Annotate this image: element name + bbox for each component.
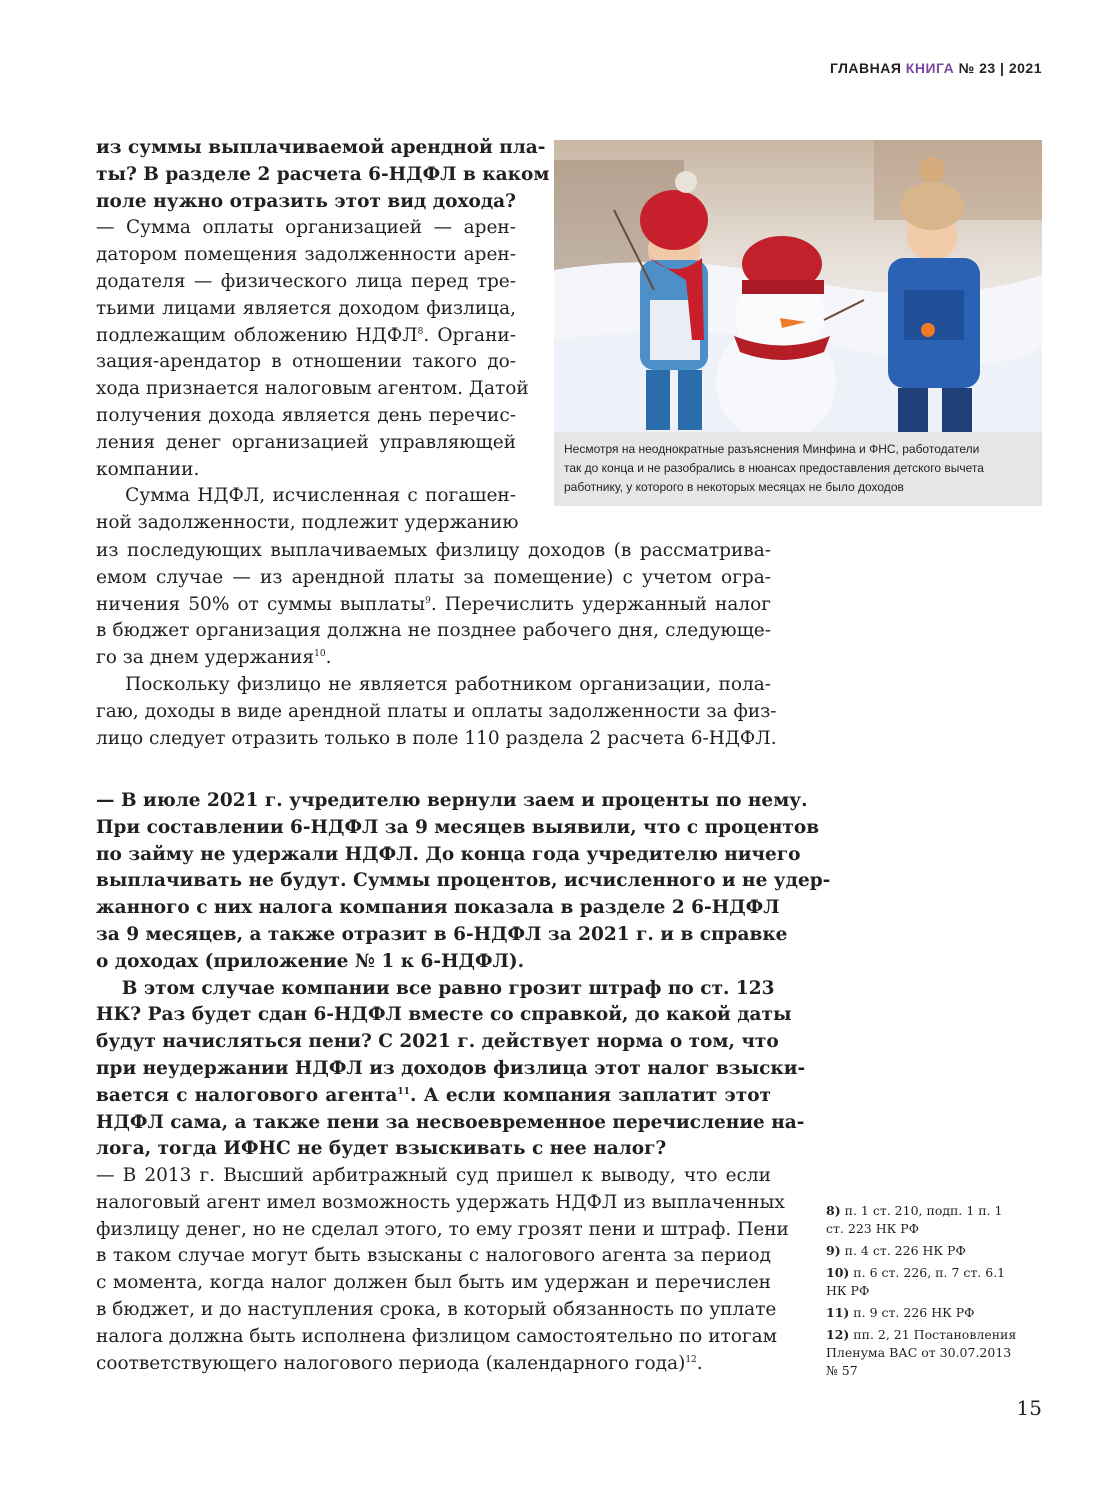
footnote-number: 11) (826, 1305, 850, 1320)
text-line: В этом случае компании все равно грозит штраф по ст. 123 (96, 977, 775, 999)
header-magazine-prefix: ГЛАВНАЯ (829, 60, 902, 76)
text-line: в бюджет организация должна не позднее рабочего дня, следующе- (96, 620, 771, 642)
text-line: датором помещения задолженности арен- (96, 244, 516, 266)
page-number: 15 (1016, 1396, 1042, 1420)
footnote-number: 9) (826, 1243, 841, 1258)
text-line: зация-арендатор в отношении такого до- (96, 351, 516, 373)
text-line: в бюджет, и до наступления срока, в который обязанность по уплате (96, 1298, 777, 1320)
text-line: подлежащим обложению НДФЛ$^8$. Органи- (96, 324, 516, 346)
footnote-text: пп. 2, 21 Постановления (853, 1327, 1017, 1342)
text-line: При составлении 6-НДФЛ за 9 месяцев выявили, что с процентов (96, 816, 820, 838)
footnote (826, 1242, 1026, 1260)
footnote-text: ст. 223 НК РФ (826, 1221, 920, 1236)
footnote (826, 1202, 1026, 1238)
caption-line: так до конца и не разобрались в нюансах предоставления детского вычета (564, 461, 984, 475)
footnote-text: п. 1 ст. 210, подп. 1 п. 1 (844, 1203, 1003, 1218)
answer-block (96, 1163, 789, 1377)
text-line: лога, тогда ИФНС не будет взыскивать с нее налог? (96, 1138, 667, 1160)
narrow-text-column (96, 135, 550, 537)
text-line: Поскольку физлицо не является работником организации, пола- (96, 673, 771, 695)
children-snowman-photo (554, 140, 1042, 432)
footnote-ref: 9 (425, 595, 431, 606)
text-line: ной задолженности, подлежит удержанию (96, 512, 519, 534)
text-line: гаю, доходы в виде арендной платы и оплаты задолженности за физ- (96, 700, 777, 722)
text-line: го за днем удержания$^{10}$. (96, 647, 332, 669)
header-issue: № 23 | 2021 (958, 60, 1042, 76)
text-line: по займу не удержали НДФЛ. До конца года учредителю ничего (96, 843, 801, 865)
text-line: соответствующего налогового периода (календарного года)$^{12}$. (96, 1352, 703, 1374)
text-line: лицо следует отразить только в поле 110 раздела 2 расчета 6-НДФЛ. (96, 727, 777, 749)
text-line: жанного с них налога компания показала в разделе 2 6-НДФЛ (96, 897, 780, 919)
text-line: Сумма НДФЛ, исчисленная с погашен- (96, 485, 516, 507)
text-line: будут начисляться пени? С 2021 г. действует норма о том, что (96, 1031, 779, 1053)
text-line: выплачивать не будут. Суммы процентов, исчисленного и не удер- (96, 870, 831, 892)
footnote-ref: 11 (397, 1086, 410, 1097)
footnote-text: № 57 (826, 1363, 858, 1378)
footnote-number: 12) (826, 1327, 850, 1342)
running-header (830, 60, 1042, 76)
text-line: в таком случае могут быть взысканы с налогового агента за период (96, 1245, 771, 1267)
caption-line: работнику, у которого в некоторых месяцах не было доходов (564, 480, 904, 494)
text-line: физлицу денег, но не сделал этого, то ему грозят пени и штраф. Пени (96, 1218, 789, 1240)
text-line: налога должна быть исполнена физлицом самостоятельно по итогам (96, 1325, 778, 1347)
text-line: НК? Раз будет сдан 6-НДФЛ вместе со справкой, до какой даты (96, 1004, 792, 1026)
footnote-ref: 8 (417, 326, 424, 337)
footnote-ref: 12 (685, 1354, 697, 1365)
text-line: ты? В разделе 2 расчета 6-НДФЛ в каком (96, 163, 550, 185)
text-line: вается с налогового агента$^{11}$. А если компания заплатит этот (96, 1084, 771, 1106)
text-line: ления денег организацией управляющей (96, 431, 516, 453)
text-line: — В 2013 г. Высший арбитражный суд пришел к выводу, что если (96, 1165, 771, 1186)
footnote (826, 1264, 1026, 1300)
footnote-text: Пленума ВАС от 30.07.2013 (826, 1345, 1012, 1360)
text-line: НДФЛ сама, а также пени за несвоевременное перечисление на- (96, 1111, 805, 1133)
text-line: ничения 50% от суммы выплаты$^9$. Перечислить удержанный налог (96, 593, 771, 615)
header-magazine-accent: КНИГА (905, 60, 955, 76)
text-line: о доходах (приложение № 1 к 6-НДФЛ). (96, 950, 525, 972)
caption-line: Несмотря на неоднократные разъяснения Минфина и ФНС, работодатели (564, 442, 980, 456)
text-line: — В июле 2021 г. учредителю вернули заем и проценты по нему. (96, 790, 808, 811)
footnote-text: п. 6 ст. 226, п. 7 ст. 6.1 (853, 1265, 1006, 1280)
footnote-number: 10) (826, 1265, 850, 1280)
text-line: компании. (96, 458, 200, 480)
question-block (96, 788, 831, 1163)
text-line: за 9 месяцев, а также отразит в 6-НДФЛ за 2021 г. и в справке (96, 923, 788, 945)
footnote (826, 1326, 1026, 1380)
footnotes (826, 1202, 1026, 1384)
text-line: емом случае — из арендной платы за помещение) с учетом огра- (96, 566, 771, 588)
text-line: — Сумма оплаты организацией — арен- (96, 217, 516, 239)
text-line: хода признается налоговым агентом. Датой (96, 378, 529, 400)
footnote (826, 1304, 1026, 1322)
text-line: налоговый агент имел возможность удержать НДФЛ из выплаченных (96, 1191, 785, 1213)
footnote-text: п. 4 ст. 226 НК РФ (844, 1243, 966, 1258)
photo-caption (554, 432, 1042, 506)
text-line: с момента, когда налог должен был быть им удержан и перечислен (96, 1272, 771, 1294)
footnote-text: НК РФ (826, 1283, 870, 1298)
text-line: из последующих выплачиваемых физлицу доходов (в рассматрива- (96, 540, 771, 561)
text-line: получения дохода является день перечис- (96, 404, 516, 426)
text-line: при неудержании НДФЛ из доходов физлица этот налог взыски- (96, 1057, 806, 1079)
text-line: поле нужно отразить этот вид дохода? (96, 190, 516, 212)
footnote-number: 8) (826, 1203, 841, 1218)
wide-text-block (96, 538, 777, 752)
text-line: тьими лицами является доходом физлица, (96, 297, 516, 319)
footnote-text: п. 9 ст. 226 НК РФ (853, 1305, 975, 1320)
text-line: из суммы выплачиваемой арендной пла- (96, 137, 546, 158)
footnote-ref: 10 (314, 649, 326, 660)
text-line: додателя — физического лица перед тре- (96, 270, 516, 292)
